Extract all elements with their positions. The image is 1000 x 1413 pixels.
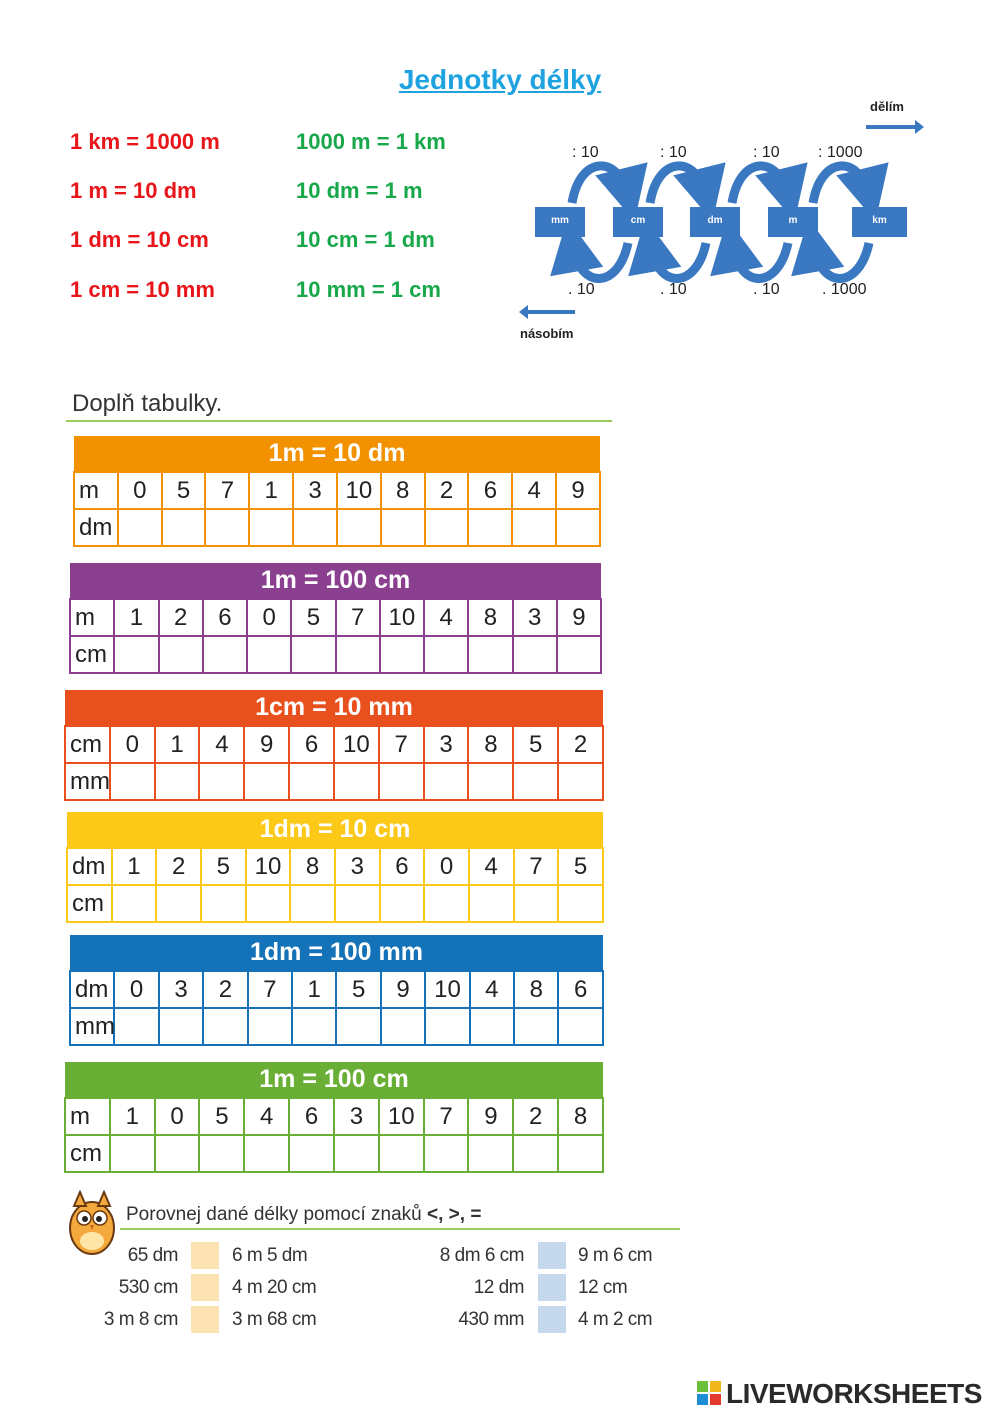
table-row <box>65 1135 603 1172</box>
answer-cell[interactable] <box>468 763 513 800</box>
value-cell: 1 <box>292 971 336 1008</box>
answer-cell[interactable] <box>334 1135 379 1172</box>
multiply-label: . 1000 <box>822 281 867 298</box>
answer-cell[interactable] <box>468 636 512 673</box>
multiply-label: . 10 <box>660 281 687 298</box>
multiply-word: násobím <box>520 326 574 341</box>
compare-title-text: Porovnej dané délky pomocí znaků <box>126 1204 422 1225</box>
arc-bottom <box>732 243 788 279</box>
answer-cell[interactable] <box>201 885 246 922</box>
conversion-table <box>69 935 604 1046</box>
value-cell: 1 <box>110 1098 155 1135</box>
conversion-diagram <box>510 95 930 345</box>
rule-green: 10 mm = 1 cm <box>296 277 441 302</box>
rule-green: 10 cm = 1 dm <box>296 227 435 252</box>
divide-arrow-icon <box>866 120 924 134</box>
value-cell: 10 <box>334 726 379 763</box>
divide-word: dělím <box>870 99 904 114</box>
answer-cell[interactable] <box>156 885 201 922</box>
divide-label: : 10 <box>572 144 599 161</box>
unit-label: cm <box>65 1135 110 1172</box>
answer-cell[interactable] <box>155 1135 200 1172</box>
unit-label: km <box>872 215 887 226</box>
table-row <box>67 885 603 922</box>
answer-cell[interactable] <box>249 509 293 546</box>
compare-right: 4 m 20 cm <box>232 1277 317 1298</box>
answer-cell[interactable] <box>513 1135 558 1172</box>
value-cell: 1 <box>114 599 158 636</box>
value-cell: 9 <box>557 599 601 636</box>
value-cell: 2 <box>156 848 201 885</box>
value-cell: 2 <box>558 726 603 763</box>
answer-cell[interactable] <box>292 1008 336 1045</box>
answer-cell[interactable] <box>558 1135 603 1172</box>
answer-cell[interactable] <box>290 885 335 922</box>
unit-label: dm <box>70 971 114 1008</box>
value-cell: 1 <box>155 726 200 763</box>
unit-label: mm <box>551 215 569 226</box>
arc-top <box>732 166 788 203</box>
answer-box[interactable] <box>538 1242 566 1269</box>
table-header: 1cm = 10 mm <box>65 690 603 726</box>
value-cell: 5 <box>201 848 246 885</box>
answer-cell[interactable] <box>244 763 289 800</box>
value-cell: 3 <box>424 726 469 763</box>
answer-cell[interactable] <box>162 509 206 546</box>
answer-cell[interactable] <box>425 509 469 546</box>
value-cell: 6 <box>558 971 603 1008</box>
unit-label: cm <box>67 885 112 922</box>
value-cell: 7 <box>205 472 249 509</box>
answer-cell[interactable] <box>557 636 601 673</box>
value-cell: 4 <box>199 726 244 763</box>
value-cell: 3 <box>334 1098 379 1135</box>
page-title: Jednotky délky <box>398 64 602 95</box>
value-cell: 0 <box>118 472 162 509</box>
answer-box[interactable] <box>191 1274 219 1301</box>
arc-bottom <box>813 243 869 279</box>
value-cell: 8 <box>514 971 558 1008</box>
table-row <box>70 971 603 1008</box>
unit-label: cm <box>65 726 110 763</box>
answer-cell[interactable] <box>468 509 512 546</box>
compare-signs: <, >, = <box>427 1204 482 1225</box>
value-cell: 5 <box>513 726 558 763</box>
answer-cell[interactable] <box>380 885 425 922</box>
table-row <box>70 1008 603 1045</box>
table-header: 1dm = 100 mm <box>70 935 603 971</box>
value-cell: 10 <box>246 848 291 885</box>
value-cell: 5 <box>162 472 206 509</box>
value-cell: 6 <box>289 726 334 763</box>
answer-cell[interactable] <box>334 763 379 800</box>
answer-cell[interactable] <box>112 885 157 922</box>
answer-cell[interactable] <box>159 636 203 673</box>
table-row <box>65 1098 603 1135</box>
answer-cell[interactable] <box>247 636 291 673</box>
rule-red: 1 cm = 10 mm <box>70 277 215 302</box>
answer-cell[interactable] <box>468 1135 513 1172</box>
answer-cell[interactable] <box>470 1008 514 1045</box>
answer-cell[interactable] <box>379 763 424 800</box>
value-cell: 10 <box>425 971 469 1008</box>
answer-cell[interactable] <box>336 636 380 673</box>
value-cell: 9 <box>468 1098 513 1135</box>
value-cell: 2 <box>203 971 247 1008</box>
answer-cell[interactable] <box>203 636 247 673</box>
multiply-arrow-icon <box>519 305 575 319</box>
table-row <box>67 848 603 885</box>
answer-cell[interactable] <box>118 509 162 546</box>
value-cell: 0 <box>110 726 155 763</box>
answer-cell[interactable] <box>199 763 244 800</box>
divider <box>120 1228 680 1230</box>
unit-label: m <box>74 472 118 509</box>
answer-cell[interactable] <box>381 509 425 546</box>
answer-cell[interactable] <box>424 763 469 800</box>
value-cell: 9 <box>381 971 425 1008</box>
value-cell: 2 <box>513 1098 558 1135</box>
answer-cell[interactable] <box>248 1008 292 1045</box>
arc-top <box>813 166 869 203</box>
answer-cell[interactable] <box>381 1008 425 1045</box>
arc-bottom <box>572 243 628 279</box>
answer-cell[interactable] <box>514 885 559 922</box>
compare-right: 12 cm <box>578 1277 628 1298</box>
multiply-label: . 10 <box>568 281 595 298</box>
compare-left: 65 dm <box>127 1245 178 1266</box>
answer-cell[interactable] <box>513 636 557 673</box>
table-row <box>70 636 601 673</box>
unit-label: dm <box>74 509 118 546</box>
value-cell: 6 <box>289 1098 334 1135</box>
value-cell: 2 <box>425 472 469 509</box>
answer-cell[interactable] <box>293 509 337 546</box>
value-cell: 0 <box>114 971 158 1008</box>
value-cell: 5 <box>199 1098 244 1135</box>
unit-label: mm <box>65 763 110 800</box>
answer-cell[interactable] <box>424 636 468 673</box>
answer-cell[interactable] <box>337 509 381 546</box>
table-header: 1m = 10 dm <box>74 436 600 472</box>
conversion-table <box>64 1062 604 1173</box>
answer-cell[interactable] <box>289 1135 334 1172</box>
value-cell: 8 <box>381 472 425 509</box>
table-row <box>74 472 600 509</box>
rule-red: 1 km = 1000 m <box>70 129 220 154</box>
answer-cell[interactable] <box>159 1008 203 1045</box>
value-cell: 8 <box>468 599 512 636</box>
answer-cell[interactable] <box>110 1135 155 1172</box>
answer-cell[interactable] <box>425 1008 469 1045</box>
answer-cell[interactable] <box>110 763 155 800</box>
value-cell: 6 <box>203 599 247 636</box>
liveworksheets-logo-icon <box>697 1381 721 1405</box>
value-cell: 5 <box>558 848 603 885</box>
answer-cell[interactable] <box>513 763 558 800</box>
conversion-table <box>73 436 601 547</box>
compare-right: 6 m 5 dm <box>232 1245 308 1266</box>
answer-cell[interactable] <box>114 636 158 673</box>
compare-left: 12 dm <box>473 1277 524 1298</box>
answer-cell[interactable] <box>424 1135 469 1172</box>
table-header: 1m = 100 cm <box>65 1062 603 1098</box>
answer-cell[interactable] <box>244 1135 289 1172</box>
answer-cell[interactable] <box>155 763 200 800</box>
value-cell: 7 <box>514 848 559 885</box>
answer-box[interactable] <box>191 1242 219 1269</box>
table-row <box>74 509 600 546</box>
compare-right: 3 m 68 cm <box>232 1309 317 1330</box>
answer-cell[interactable] <box>335 885 380 922</box>
unit-label: dm <box>67 848 112 885</box>
answer-cell[interactable] <box>469 885 514 922</box>
section-title: Doplň tabulky. <box>72 390 223 417</box>
conversion-table <box>69 563 602 674</box>
rule-green: 10 dm = 1 m <box>296 178 423 203</box>
value-cell: 4 <box>244 1098 289 1135</box>
conversion-table <box>66 812 604 923</box>
divide-label: : 10 <box>753 144 780 161</box>
value-cell: 0 <box>247 599 291 636</box>
value-cell: 8 <box>558 1098 603 1135</box>
value-cell: 5 <box>336 971 380 1008</box>
value-cell: 9 <box>244 726 289 763</box>
value-cell: 7 <box>424 1098 469 1135</box>
table-row <box>65 763 603 800</box>
value-cell: 10 <box>337 472 381 509</box>
answer-cell[interactable] <box>558 885 603 922</box>
divider <box>66 420 612 422</box>
answer-cell[interactable] <box>514 1008 558 1045</box>
value-cell: 4 <box>424 599 468 636</box>
compare-title <box>126 1204 481 1226</box>
rule-red: 1 m = 10 dm <box>70 178 197 203</box>
answer-cell[interactable] <box>246 885 291 922</box>
answer-cell[interactable] <box>424 885 469 922</box>
answer-cell[interactable] <box>556 509 600 546</box>
value-cell: 4 <box>469 848 514 885</box>
value-cell: 10 <box>379 1098 424 1135</box>
table-row <box>70 599 601 636</box>
rule-red: 1 dm = 10 cm <box>70 227 209 252</box>
arc-top <box>650 166 706 203</box>
unit-label: mm <box>70 1008 114 1045</box>
answer-box[interactable] <box>538 1306 566 1333</box>
unit-label: dm <box>707 215 723 226</box>
compare-left: 430 mm <box>458 1309 524 1330</box>
value-cell: 10 <box>380 599 424 636</box>
unit-label: m <box>70 599 114 636</box>
value-cell: 4 <box>470 971 514 1008</box>
answer-cell[interactable] <box>291 636 335 673</box>
multiply-label: . 10 <box>753 281 780 298</box>
table-header: 1dm = 10 cm <box>67 812 603 848</box>
unit-label: cm <box>70 636 114 673</box>
brand-logo: LIVEWORKSHEETS <box>726 1378 982 1409</box>
value-cell: 8 <box>290 848 335 885</box>
value-cell: 1 <box>249 472 293 509</box>
compare-left: 8 dm 6 cm <box>439 1245 524 1266</box>
answer-cell[interactable] <box>379 1135 424 1172</box>
value-cell: 7 <box>248 971 292 1008</box>
value-cell: 3 <box>513 599 557 636</box>
unit-label: cm <box>630 215 646 226</box>
value-cell: 3 <box>293 472 337 509</box>
table-row <box>65 726 603 763</box>
answer-box[interactable] <box>538 1274 566 1301</box>
value-cell: 3 <box>335 848 380 885</box>
value-cell: 4 <box>512 472 556 509</box>
value-cell: 1 <box>112 848 157 885</box>
unit-label: m <box>788 215 798 226</box>
answer-box[interactable] <box>191 1306 219 1333</box>
compare-right: 4 m 2 cm <box>578 1309 653 1330</box>
answer-cell[interactable] <box>203 1008 247 1045</box>
value-cell: 0 <box>155 1098 200 1135</box>
value-cell: 7 <box>379 726 424 763</box>
conversion-table <box>64 690 604 801</box>
compare-right: 9 m 6 cm <box>578 1245 653 1266</box>
arc-bottom <box>650 243 706 279</box>
table-header: 1m = 100 cm <box>70 563 601 599</box>
answer-cell[interactable] <box>558 763 603 800</box>
value-cell: 7 <box>336 599 380 636</box>
compare-left: 3 m 8 cm <box>103 1309 178 1330</box>
answer-cell[interactable] <box>380 636 424 673</box>
value-cell: 6 <box>380 848 425 885</box>
answer-cell[interactable] <box>558 1008 603 1045</box>
answer-cell[interactable] <box>199 1135 244 1172</box>
divide-label: : 1000 <box>818 144 863 161</box>
answer-cell[interactable] <box>205 509 249 546</box>
unit-label: m <box>65 1098 110 1135</box>
value-cell: 6 <box>468 472 512 509</box>
divide-label: : 10 <box>660 144 687 161</box>
value-cell: 9 <box>556 472 600 509</box>
answer-cell[interactable] <box>336 1008 380 1045</box>
arc-top <box>572 166 628 203</box>
compare-left: 530 cm <box>118 1277 178 1298</box>
value-cell: 8 <box>468 726 513 763</box>
rule-green: 1000 m = 1 km <box>296 129 446 154</box>
answer-cell[interactable] <box>114 1008 158 1045</box>
answer-cell[interactable] <box>289 763 334 800</box>
value-cell: 3 <box>159 971 203 1008</box>
value-cell: 0 <box>424 848 469 885</box>
answer-cell[interactable] <box>512 509 556 546</box>
value-cell: 2 <box>159 599 203 636</box>
value-cell: 5 <box>291 599 335 636</box>
